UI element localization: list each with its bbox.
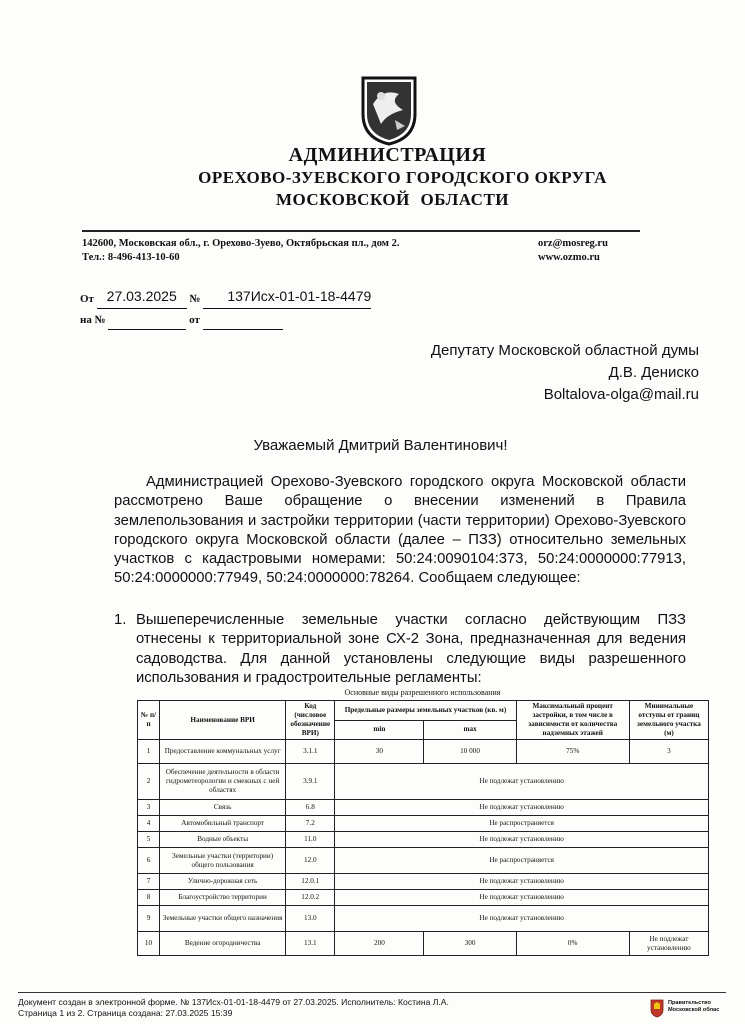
footer-doc-info: Документ создан в электронной форме. № 137Исх-01-01-18-4479 от 27.03.2025. Исполнитель: Костина Л.А. <box>18 997 449 1007</box>
cell-merged: Не подлежат установлению <box>335 764 709 800</box>
address-block <box>82 237 399 265</box>
list-item-number: 1. <box>114 612 127 628</box>
cell-merged: Не подлежат установлению <box>335 832 709 848</box>
cell-num: 9 <box>138 906 160 932</box>
cell-code: 11.0 <box>286 832 335 848</box>
list-item <box>114 611 686 688</box>
cell-min: 30 <box>335 740 424 764</box>
incoming-number-field <box>108 309 186 330</box>
cell-code: 12.0 <box>286 848 335 874</box>
cell-code: 12.0.2 <box>286 890 335 906</box>
contacts-block <box>538 237 608 265</box>
cell-name: Земельные участки общего назначения <box>160 906 286 932</box>
cell-merged: Не подлежат установлению <box>335 874 709 890</box>
email-link[interactable]: orz@mosreg.ru <box>538 238 608 249</box>
address-text: 142600, Московская обл., г. Орехово-Зуево, Октябрьская пл., дом 2. <box>82 238 400 249</box>
table-caption: Основные виды разрешенного использования <box>344 688 501 697</box>
cell-merged: Не распространяется <box>335 816 709 832</box>
cell-pct: 0% <box>516 932 629 956</box>
cell-name: Водные объекты <box>160 832 286 848</box>
cell-code: 13.1 <box>286 932 335 956</box>
table-row <box>138 740 709 764</box>
recipient-position: Депутату Московской областной думы <box>430 342 699 359</box>
number-label: № <box>189 293 201 305</box>
cell-min: 200 <box>335 932 424 956</box>
org-title: АДМИНИСТРАЦИЯ <box>288 144 487 166</box>
cell-num: 4 <box>138 816 160 832</box>
vri-table <box>137 700 709 956</box>
table-header-row <box>138 701 709 721</box>
cell-num: 2 <box>138 764 160 800</box>
recipient-email[interactable]: Boltalova-olga@mail.ru <box>543 386 699 403</box>
footer-block <box>18 997 449 1018</box>
header-max: max <box>424 720 516 740</box>
cell-name: Обеспечение деятельности в области гидрометеорологии и смежных с ней областях <box>160 764 286 800</box>
header-sizes: Предельные размеры земельных участков (кв. м) <box>335 701 516 721</box>
recipient-name: Д.В. Дениско <box>608 364 699 381</box>
header-min-indent: Минимальные отступы от границ земельного участка (м) <box>629 701 708 740</box>
incoming-date-field <box>203 309 283 330</box>
cell-code: 12.0.1 <box>286 874 335 890</box>
body-text: Администрацией Орехово-Зуевского городского округа Московской области рассмотрено Ваше обращение о внесении изменений в Правила землепользования и застройки территории (части территории) Орехово-Зуевского городского округа Московской области (далее – ПЗЗ) относительно земельных участков с кадастровыми номерами: 50:24:0090104:373, 50:24:0000000:77913, 50:24:0000000:77949, 50:24:0000000:78264. Сообщаем следующее: <box>114 474 686 587</box>
table-row <box>138 874 709 890</box>
cell-num: 7 <box>138 874 160 890</box>
registration-block <box>80 286 371 330</box>
recipient-block <box>431 340 699 406</box>
gov-text-line2: Московской облас <box>668 1007 720 1013</box>
cell-max: 10 000 <box>424 740 516 764</box>
website-link[interactable]: www.ozmo.ru <box>538 252 600 263</box>
table-row <box>138 800 709 816</box>
footer-divider <box>18 992 726 993</box>
date-field <box>97 286 187 309</box>
table-row <box>138 848 709 874</box>
cell-merged: Не подлежат установлению <box>335 906 709 932</box>
cell-num: 8 <box>138 890 160 906</box>
table-row <box>138 764 709 800</box>
cell-num: 6 <box>138 848 160 874</box>
from2-label: от <box>189 314 200 326</box>
cell-code: 3.1.1 <box>286 740 335 764</box>
org-subtitle: ОРЕХОВО-ЗУЕВСКОГО ГОРОДСКОГО ОКРУГА <box>198 168 607 187</box>
cell-code: 13.0 <box>286 906 335 932</box>
cell-merged: Не подлежат установлению <box>335 800 709 816</box>
date-value: 27.03.2025 <box>106 288 177 304</box>
cell-name: Автомобильный транспорт <box>160 816 286 832</box>
gov-text-line1: Правительство <box>668 1000 711 1006</box>
header-divider <box>82 230 640 232</box>
table-row <box>138 890 709 906</box>
footer-page-info: Страница 1 из 2. Страница создана: 27.03.2025 15:39 <box>18 1007 233 1018</box>
cell-name: Земельные участки (территории) общего пользования <box>160 848 286 874</box>
cell-code: 7.2 <box>286 816 335 832</box>
cell-merged: Не подлежат установлению <box>335 890 709 906</box>
header-num: № п/п <box>138 701 160 740</box>
coat-of-arms-emblem <box>359 74 419 146</box>
table-row <box>138 832 709 848</box>
number-field <box>203 286 371 309</box>
cell-num: 3 <box>138 800 160 816</box>
cell-name: Связь <box>160 800 286 816</box>
table-row <box>138 816 709 832</box>
cell-name: Ведение огородничества <box>160 932 286 956</box>
header-min: min <box>335 720 424 740</box>
from-label: От <box>80 293 94 305</box>
government-logo-text <box>668 1000 719 1014</box>
cell-num: 1 <box>138 740 160 764</box>
header-code: Код (числовое обозначение ВРИ) <box>286 701 335 740</box>
cell-pct: 75% <box>516 740 629 764</box>
government-logo-icon <box>650 998 664 1018</box>
table-row <box>138 932 709 956</box>
org-region: МОСКОВСКОЙ ОБЛАСТИ <box>275 190 510 209</box>
phone-text: Тел.: 8-496-413-10-60 <box>82 252 180 263</box>
cell-code: 3.9.1 <box>286 764 335 800</box>
header-max-pct: Максимальный процент застройки, в том числе в зависимости от количества надземных этажей <box>516 701 629 740</box>
cell-max: 300 <box>424 932 516 956</box>
greeting: Уважаемый Дмитрий Валентинович! <box>253 437 508 454</box>
cell-num: 10 <box>138 932 160 956</box>
cell-indent: Не подлежат установлению <box>629 932 708 956</box>
incoming-number-row <box>80 309 371 330</box>
cell-name: Улично-дорожная сеть <box>160 874 286 890</box>
table-row <box>138 906 709 932</box>
cell-name: Предоставление коммунальных услуг <box>160 740 286 764</box>
header-name: Наименование ВРИ <box>160 701 286 740</box>
cell-merged: Не распространяется <box>335 848 709 874</box>
on-label: на № <box>80 314 106 326</box>
outgoing-number-row <box>80 286 371 309</box>
list-item-text: Вышеперечисленные земельные участки согласно действующим ПЗЗ отнесены к территориальной зоне СХ-2 Зона, предназначенная для ведения садоводства. Для данной установлены следующие виды разрешенного использования и градостроительные регламенты: <box>136 612 686 686</box>
cell-name: Благоустройство территории <box>160 890 286 906</box>
body-paragraph <box>114 473 686 589</box>
cell-code: 6.8 <box>286 800 335 816</box>
cell-num: 5 <box>138 832 160 848</box>
number-value: 137Исх-01-01-18-4479 <box>227 288 372 304</box>
cell-indent: 3 <box>629 740 708 764</box>
